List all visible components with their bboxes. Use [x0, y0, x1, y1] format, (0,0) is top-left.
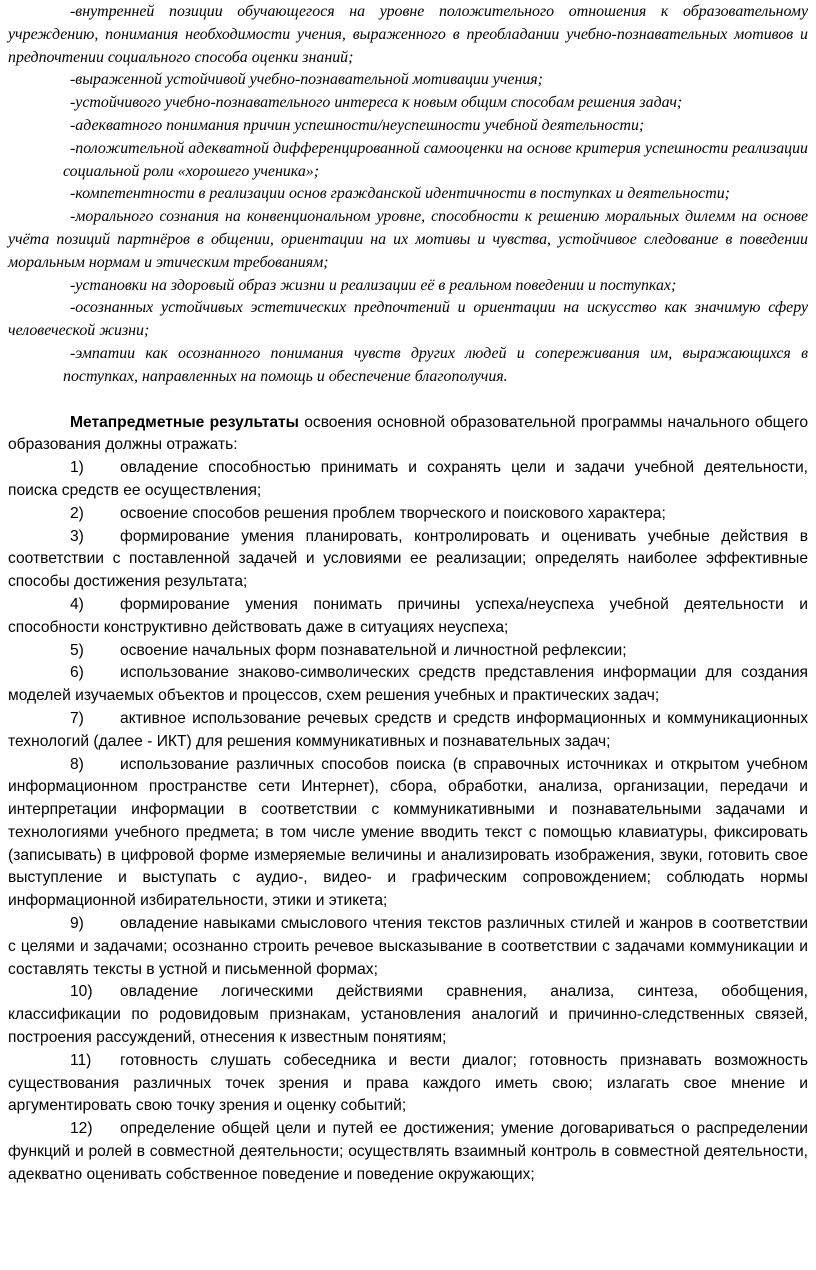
item-text: освоение способов решения проблем творческого и поискового характера;: [120, 504, 666, 522]
meta-result-item: [8, 662, 808, 708]
personal-result-item: -внутренней позиции обучающегося на уровне положительного отношения к образовательному учреждению, понимания необходимости учения, выраженного в преобладании учебно-познавательных мотивов и предпочтении социального способа оценки знаний;: [8, 3, 808, 66]
paragraph-spacer: [8, 389, 808, 412]
item-number: 12): [70, 1120, 93, 1138]
meta-results-heading: Метапредметные результаты: [70, 413, 299, 431]
item-number: 2): [70, 504, 84, 522]
meta-result-item: [8, 594, 808, 640]
item-number: 5): [70, 641, 84, 659]
personal-result-item: -эмпатии как осознанного понимания чувств других людей и сопереживания им, выражающихся в поступках, направленных на помощь и обеспечение благополучия.: [63, 344, 808, 385]
item-text: формирование умения планировать, контролировать и оценивать учебные действия в соответствии с поставленной задачей и условиями ее реализации; определять наиболее эффективные способы достижения результата;: [8, 527, 808, 591]
item-number: 8): [70, 755, 84, 773]
personal-result-item: -установки на здоровый образ жизни и реализации её в реальном поведении и поступках;: [70, 276, 677, 294]
personal-result-item: -адекватного понимания причин успешности/неуспешности учебной деятельности;: [70, 116, 645, 134]
personal-result-item: -морального сознания на конвенциональном уровне, способности к решению моральных дилемм на основе учёта позиций партнёров в общении, ориентации на их мотивы и чувства, устойчивое следование в поведении моральным нормам и этическим требованиям;: [8, 208, 808, 271]
item-text: активное использование речевых средств и средств информационных и коммуникационных технологий (далее - ИКТ) для решения коммуникативных и познавательных задач;: [8, 709, 808, 750]
item-text: освоение начальных форм познавательной и личностной рефлексии;: [120, 641, 627, 659]
item-number: 7): [70, 709, 84, 727]
item-number: 4): [70, 595, 84, 613]
personal-result-item: -осознанных устойчивых эстетических предпочтений и ориентации на искусство как значимую сферу человеческой жизни;: [8, 299, 808, 340]
item-number: 9): [70, 915, 84, 933]
meta-result-item: [8, 1118, 808, 1186]
meta-result-item: [8, 1050, 808, 1118]
item-number: 10): [70, 983, 93, 1001]
meta-result-item: [8, 526, 808, 594]
item-text: овладение логическими действиями сравнения, анализа, синтеза, обобщения, классификации по родовидовым признакам, установления аналогий и причинно-следственных связей, построения рассуждений, отнесения к известным понятиям;: [8, 983, 808, 1047]
personal-result-item: -положительной адекватной дифференцированной самооценки на основе критерия успешности реализации социальной роли «хорошего ученика»;: [63, 139, 808, 180]
meta-result-item: [8, 640, 808, 663]
item-text: формирование умения понимать причины успеха/неуспеха учебной деятельности и способности конструктивно действовать даже в ситуациях неуспеха;: [8, 595, 808, 636]
personal-result-item: -выраженной устойчивой учебно-познавательной мотивации учения;: [70, 71, 543, 89]
item-text: готовность слушать собеседника и вести диалог; готовность признавать возможность существования различных точек зрения и права каждого иметь свою; излагать свое мнение и аргументировать свою точку зрения и оценку событий;: [8, 1051, 808, 1115]
item-text: использование различных способов поиска (в справочных источниках и открытом учебном информационном пространстве сети Интернет), сбора, обработки, анализа, организации, передачи и интерпретации информации в соответствии с коммуникативными и познавательными задачами и технологиями учебного предмета; в том числе умение вводить текст с помощью клавиатуры, фиксировать (записывать) в цифровой форме измеряемые величины и анализировать изображения, звуки, готовить свое выступление и выступать с аудио-, видео- и графическим сопровождением; соблюдать нормы информационной избирательности, этики и этикета;: [8, 755, 808, 910]
item-number: 3): [70, 527, 84, 545]
meta-result-item: [8, 913, 808, 981]
meta-results-list: [8, 457, 808, 1187]
item-number: 6): [70, 664, 84, 682]
meta-result-item: [8, 981, 808, 1049]
meta-results-intro: [8, 412, 808, 458]
item-number: 11): [70, 1051, 92, 1069]
item-number: 1): [70, 459, 84, 477]
personal-results-list: [8, 0, 808, 389]
item-text: овладение навыками смыслового чтения текстов различных стилей и жанров в соответствии с целями и задачами; осознанно строить речевое высказывание в соответствии с задачами коммуникации и составлять тексты в устной и письменной формах;: [8, 915, 808, 978]
personal-result-item: -компетентности в реализации основ гражданской идентичности в поступках и деятельности;: [70, 185, 730, 203]
meta-result-item: [8, 708, 808, 754]
item-text: определение общей цели и путей ее достижения; умение договариваться о распределении функций и ролей в совместной деятельности; осуществлять взаимный контроль в совместной деятельности, адекватно оценивать собственное поведение и поведение окружающих;: [8, 1120, 808, 1183]
item-text: использование знаково-символических средств представления информации для создания моделей изучаемых объектов и процессов, схем решения учебных и практических задач;: [8, 664, 808, 705]
meta-result-item: [8, 503, 808, 526]
personal-result-item: -устойчивого учебно-познавательного интереса к новым общим способам решения задач;: [70, 94, 683, 112]
meta-result-item: [8, 457, 808, 503]
meta-results-intro-text: освоения основной образовательной программы начального общего образования должны отражать:: [8, 413, 808, 454]
item-text: овладение способностью принимать и сохранять цели и задачи учебной деятельности, поиска средств ее осуществления;: [8, 459, 808, 499]
meta-result-item: [8, 754, 808, 914]
